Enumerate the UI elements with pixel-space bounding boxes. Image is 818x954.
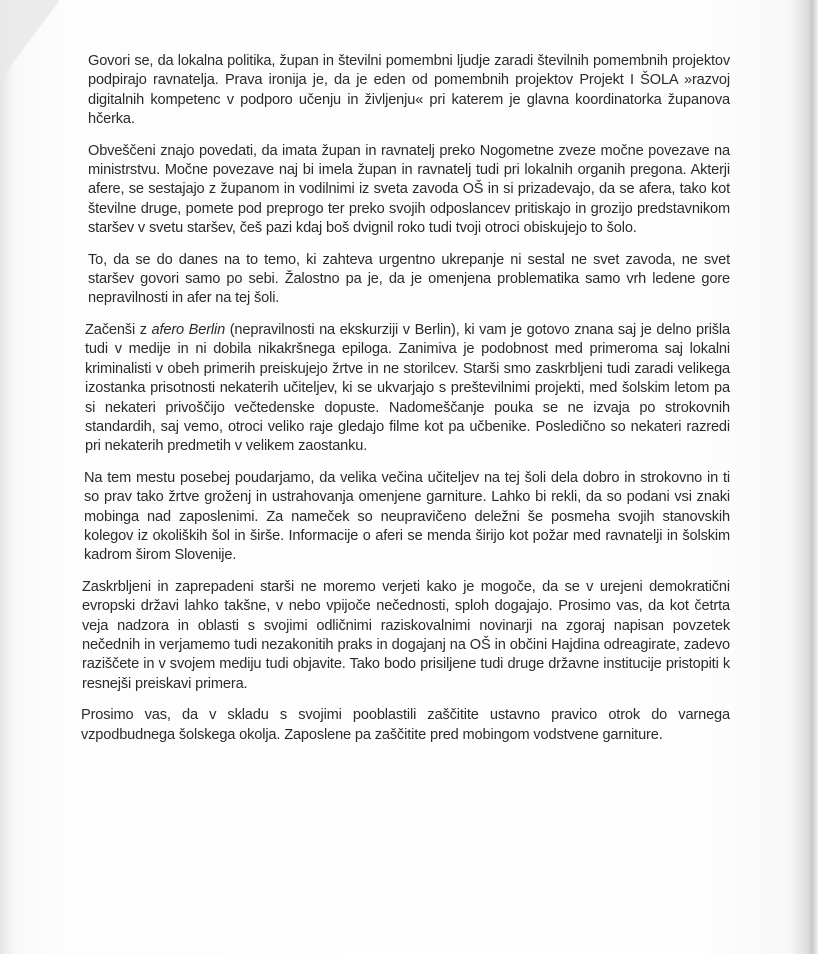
paragraph-1: Govori se, da lokalna politika, župan in številni pomembni ljudje zaradi številnih pomembnih projektov podpirajo ravnatelja. Prava ironija je, da je eden od pomembnih projektov Projekt I ŠOLA »razvoj digitalnih kompetenc v podporo učenju in življenju« pri katerem je glavna koordinatorka županova hčerka. <box>88 53 730 128</box>
paragraph-5: Na tem mestu posebej poudarjamo, da velika večina učiteljev na tej šoli dela dobro in strokovno in ti so prav tako žrtve groženj in ustrahovanja omenjene garniture. Lahko bi rekli, da so podani vsi znaki mobinga nad zaposlenimi. Za nameček so neupravičeno deležni še posmeha svojih stanovskih kolegov iz okoliških šol in širše. Informacije o aferi se menda širijo kot požar med ravnatelji in šolskim kadrom širom Slovenije. <box>84 469 730 564</box>
paragraph-4 <box>85 321 730 457</box>
paragraph-2: Obveščeni znajo povedati, da imata župan in ravnatelj preko Nogometne zveze močne povezave na ministrstvu. Močne povezave naj bi imela župan in ravnatelj tudi pri lokalnih organih pregona. Akterji afere, se sestajajo z županom in vodilnimi iz sveta zavoda OŠ in si prizadevajo, da se afera, tako kot številne druge, pomete pod preprogo ter preko svojih odposlancev pritiskajo in grozijo predstavnikom staršev v svetu staršev, češ pazi kdaj boš dvignil roko tudi tvoji otroci obiskujejo to šolo. <box>88 142 730 237</box>
afera-berlin-italic: afero Berlin <box>151 321 226 338</box>
paragraph-6: Zaskrbljeni in zaprepadeni starši ne moremo verjeti kako je mogoče, da se v urejeni demokratični evropski državi lahko takšne, v nebo vpijoče nečednosti, sploh dogajajo. Prosimo vas, da kot četrta veja nadzora in oblasti s svojimi odličnimi raziskovalnimi novinarji na zgoraj napisan povzetek nečednih in verjamemo tudi nezakonitih praks in dogajanj na OŠ in občini Hajdina odreagirate, zadevo raziščete in v svojem mediju tudi objavite. Tako bodo prisiljene tudi druge državne institucije pristopiti k resnejši preiskavi primera. <box>82 578 730 692</box>
paragraph-4-rest: (nepravilnosti na ekskurziji v Berlin), ki vam je gotovo znana saj je delno prišla tudi v medije in ni dobila nikakršnega epiloga. Zanimiva je podobnost med primeroma saj lokalni kriminalisti v obeh primerih preiskujejo žrtve in ne storilcev. Starši smo zaskrbljeni tudi zaradi velikega izostanka prisotnosti nekaterih učiteljev, ki se ukvarjajo s preštevilnimi projekti, med šolskim letom pa si nekateri privoščijo večtedenske dopuste. Nadomeščanje pouka se ne izvaja po strokovnih standardih, saj vemo, otroci veliko raje gledajo filme kot pa učbenike. Posledično so nekateri razredi pri nekaterih predmetih v velikem zaostanku. <box>85 321 730 455</box>
page-fold-corner <box>0 0 60 80</box>
letter-body <box>81 52 730 757</box>
paragraph-7: Prosimo vas, da v skladu s svojimi pooblastili zaščitite ustavno pravico otrok do varnega vzpodbudnega šolskega okolja. Zaposlene pa zaščitite pred mobingom vodstvene garniture. <box>81 707 730 743</box>
paragraph-4-lead: Začenši z <box>85 321 152 338</box>
paragraph-3: To, da se do danes na to temo, ki zahteva urgentno ukrepanje ni sestal ne svet zavoda, ne svet staršev govori samo po sebi. Žalostno pa je, da je omenjena problematika samo vrh ledene gore nepravilnosti in afer na tej šoli. <box>88 251 730 307</box>
